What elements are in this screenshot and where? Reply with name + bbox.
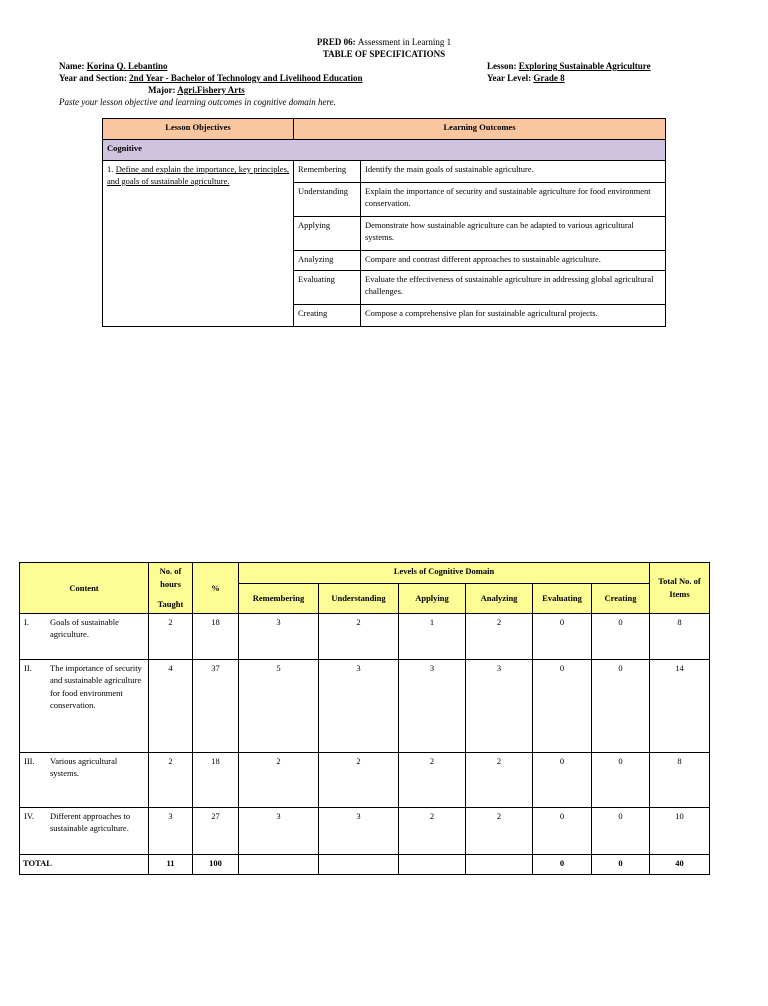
percent-header: % [193,563,239,614]
hours-cell: 2 [149,752,193,807]
analyzing-cell: 2 [466,752,533,807]
lesson-objective-text: Define and explain the importance, key principles, and goals of sustainable agriculture. [107,164,290,186]
understanding-cell: 2 [319,613,399,659]
table-row [20,807,710,854]
content-cell: IV. Different approaches to sustainable agriculture. [20,807,149,854]
hours-cell: 3 [149,807,193,854]
level-header-understanding: Understanding [319,584,399,613]
remembering-cell: 2 [239,752,319,807]
applying-cell: 1 [399,613,466,659]
content-cell: II. The importance of security and sustainable agriculture for food environment conservation. [20,659,149,752]
year-level-value: Grade 8 [533,73,565,83]
outcome-level: Evaluating [294,271,361,305]
remembering-cell: 5 [239,659,319,752]
applying-cell: 2 [399,807,466,854]
table-row [20,752,710,807]
level-header-remembering: Remembering [239,584,319,613]
applying-cell: 3 [399,659,466,752]
evaluating-cell: 0 [533,659,592,752]
lesson-line: Lesson: Exploring Sustainable Agriculture [487,61,651,71]
outcome-text: Compare and contrast different approaches to sustainable agriculture. [361,251,666,271]
major-value: Agri.Fishery Arts [177,85,245,95]
creating-cell: 0 [592,807,650,854]
creating-cell: 0 [592,613,650,659]
total-label: TOTAL [20,854,149,874]
outcome-text: Demonstrate how sustainable agriculture can be adapted to various agricultural systems. [361,217,666,251]
outcome-text: Compose a comprehensive plan for sustainable agricultural projects. [361,305,666,327]
total-cell: 14 [650,659,710,752]
total-cell: 10 [650,807,710,854]
analyzing-cell: 2 [466,613,533,659]
lesson-value: Exploring Sustainable Agriculture [518,61,651,71]
percent-cell: 18 [193,613,239,659]
total-items-header: Total No. of Items [650,563,710,614]
outcome-level: Applying [294,217,361,251]
course-title: PRED 06: Assessment in Learning 1 [316,37,452,47]
content-header: Content [20,563,149,614]
outcome-text: Explain the importance of security and sustainable agriculture for food environment conservation. [361,183,666,217]
outcome-level: Creating [294,305,361,327]
level-header-analyzing: Analyzing [466,584,533,613]
total-understanding [319,854,399,874]
percent-cell: 18 [193,752,239,807]
lesson-objective-cell: 1. Define and explain the importance, key principles, and goals of sustainable agriculture. [103,161,294,327]
applying-cell: 2 [399,752,466,807]
evaluating-cell: 0 [533,613,592,659]
hours-header: No. of hours Taught [149,563,193,614]
document-title: TABLE OF SPECIFICATIONS [322,49,446,59]
total-creating: 0 [592,854,650,874]
table-row [20,659,710,752]
total-cell: 8 [650,613,710,659]
total-cell: 8 [650,752,710,807]
creating-cell: 0 [592,752,650,807]
name-value: Korina Q. Lebantino [86,61,168,71]
total-analyzing [466,854,533,874]
cognitive-levels-header: Levels of Cognitive Domain [239,563,650,584]
outcomes-header: Learning Outcomes [294,119,666,140]
instruction-text: Paste your lesson objective and learning outcomes in cognitive domain here. [59,97,336,107]
hours-cell: 2 [149,613,193,659]
objectives-table [102,118,666,327]
remembering-cell: 3 [239,807,319,854]
year-section-line: Year and Section: 2nd Year - Bachelor of Technology and Livelihood Education [59,73,363,83]
understanding-cell: 3 [319,659,399,752]
table-row [20,613,710,659]
total-remembering [239,854,319,874]
document-title-block [0,36,768,60]
total-hours: 11 [149,854,193,874]
level-header-evaluating: Evaluating [533,584,592,613]
total-applying [399,854,466,874]
creating-cell: 0 [592,659,650,752]
understanding-cell: 3 [319,807,399,854]
analyzing-cell: 2 [466,807,533,854]
year-level-line: Year Level: Grade 8 [487,73,565,83]
percent-cell: 37 [193,659,239,752]
major-line: Major: Agri.Fishery Arts [148,85,245,95]
outcome-text: Identify the main goals of sustainable agriculture. [361,161,666,183]
outcome-level: Analyzing [294,251,361,271]
year-section-value: 2nd Year - Bachelor of Technology and Livelihood Education [129,73,363,83]
name-line: Name: Korina Q. Lebantino [59,61,168,71]
content-cell: III. Various agricultural systems. [20,752,149,807]
total-items: 40 [650,854,710,874]
outcome-text: Evaluate the effectiveness of sustainable agriculture in addressing global agricultural challenges. [361,271,666,305]
evaluating-cell: 0 [533,752,592,807]
cognitive-domain-label: Cognitive [103,140,666,161]
level-header-creating: Creating [592,584,650,613]
total-row [20,854,710,874]
remembering-cell: 3 [239,613,319,659]
hours-cell: 4 [149,659,193,752]
analyzing-cell: 3 [466,659,533,752]
understanding-cell: 2 [319,752,399,807]
content-cell: I. Goals of sustainable agriculture. [20,613,149,659]
total-evaluating: 0 [533,854,592,874]
objectives-header: Lesson Objectives [103,119,294,140]
percent-cell: 27 [193,807,239,854]
outcome-level: Remembering [294,161,361,183]
level-header-applying: Applying [399,584,466,613]
outcome-level: Understanding [294,183,361,217]
evaluating-cell: 0 [533,807,592,854]
total-percent: 100 [193,854,239,874]
specifications-table [19,562,710,875]
